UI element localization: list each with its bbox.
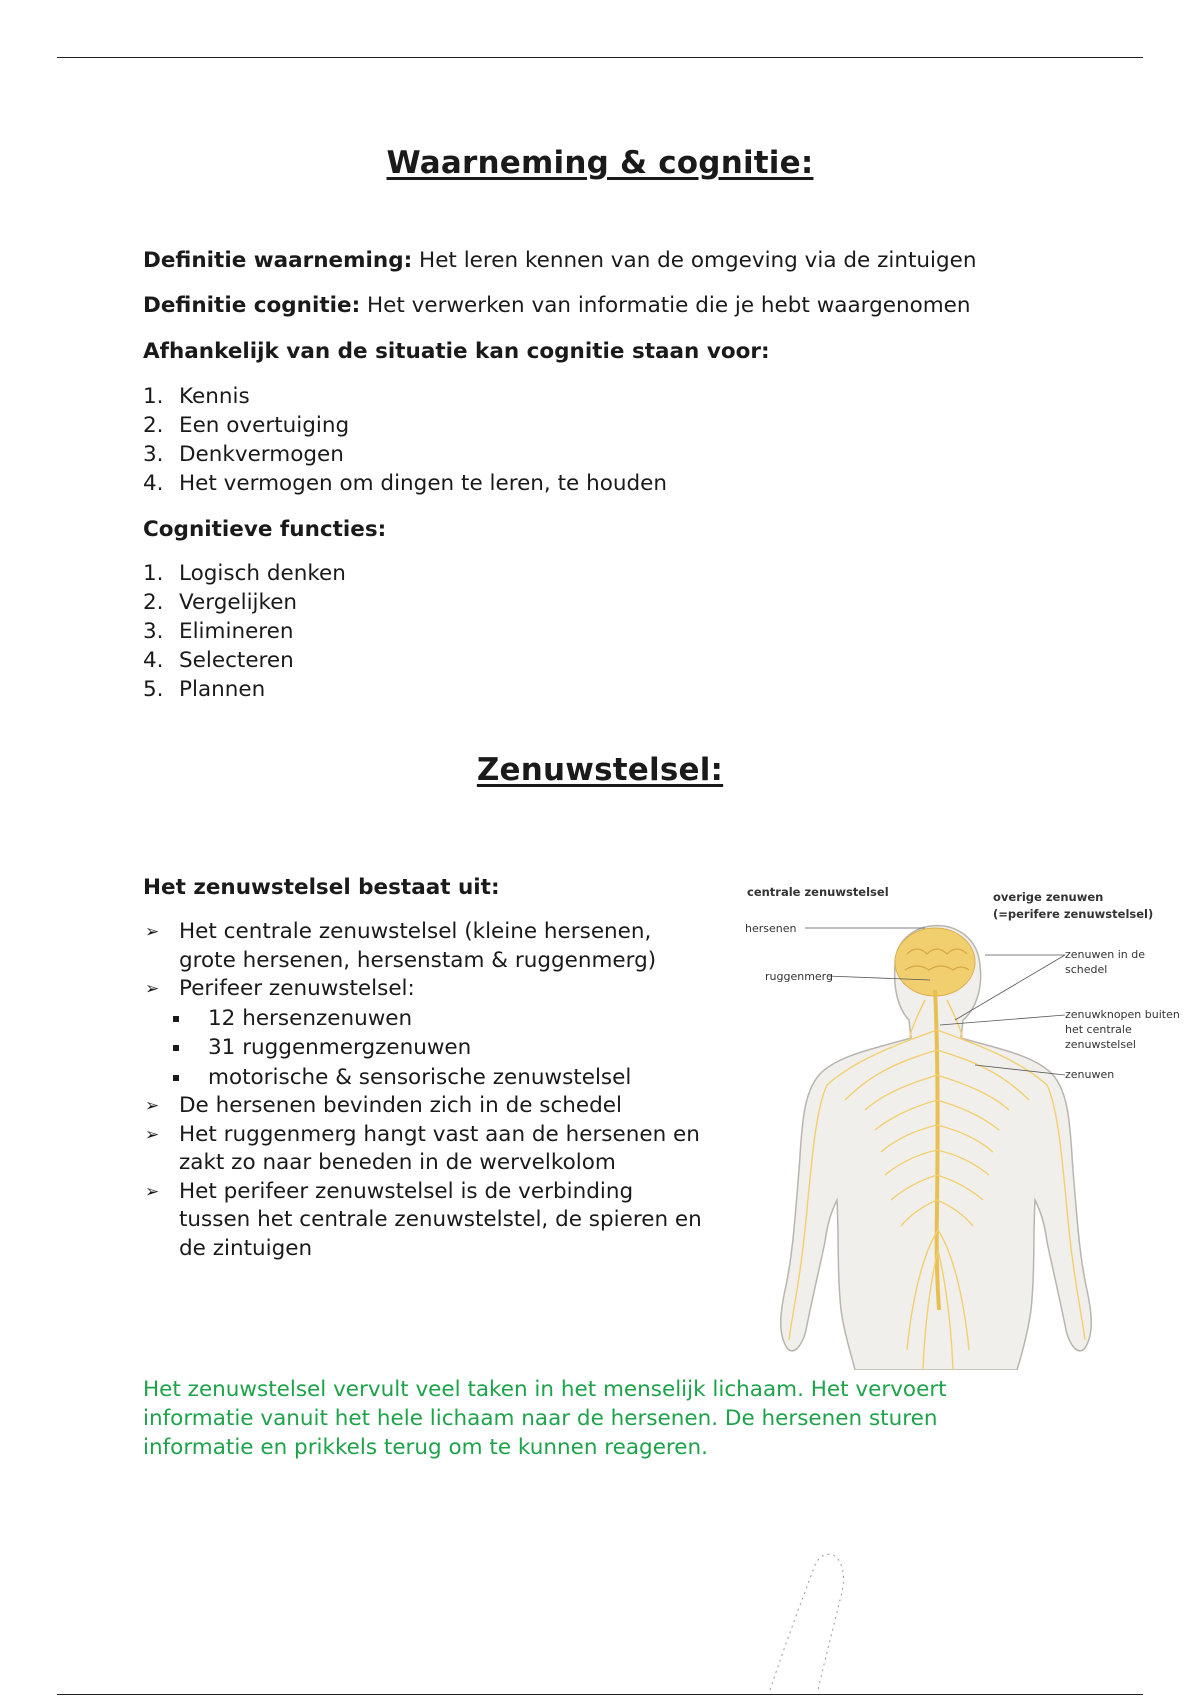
summary-green-text: Het zenuwstelsel vervult veel taken in het menselijk lichaam. Het vervoert informatie vanuit het hele lichaam naar de hersenen. De hersenen sturen informatie en prikkels terug om te kunnen reageren. — [143, 1377, 947, 1460]
list-item: 2. Een overtuiging — [143, 413, 350, 438]
figure-label-knopen-2: het centrale — [1065, 1023, 1132, 1036]
list-item: 1. Logisch denken — [143, 561, 346, 586]
functions-list — [143, 559, 346, 704]
list-item: 4. Selecteren — [143, 648, 294, 673]
list-item: 3. Denkvermogen — [143, 442, 344, 467]
situation-heading: Afhankelijk van de situatie kan cognitie staan voor: — [143, 339, 770, 364]
list-item: 2. Vergelijken — [143, 590, 298, 615]
list-item: 31 ruggenmergzenuwen — [143, 1033, 703, 1063]
dotted-doodle-graphic — [760, 1545, 900, 1695]
figure-label-zenuwen: zenuwen — [1065, 1068, 1115, 1081]
list-item: 4. Het vermogen om dingen te leren, te houden — [143, 471, 668, 496]
section-title-zenuwstelsel: Zenuwstelsel: — [476, 752, 724, 788]
sub-list — [143, 1004, 703, 1093]
figure-label-schedel-1: zenuwen in de — [1065, 948, 1145, 961]
list-item: ➢ Het centrale zenuwstelsel (kleine hersenen, grote hersenen, hersenstam & ruggenmerg) — [145, 919, 657, 973]
definition-cognitie-label: Definitie cognitie: — [143, 293, 361, 318]
definition-waarneming — [143, 248, 976, 273]
sub-list-wrapper — [143, 1004, 703, 1093]
section-title-waarneming: Waarneming & cognitie: — [386, 145, 814, 181]
arrow-bullet-icon: ➢ — [145, 1124, 160, 1145]
list-item: ➢ Het ruggenmerg hangt vast aan de hersenen en zakt zo naar beneden in de wervelkolom — [145, 1121, 700, 1175]
definition-cognitie-text: Het verwerken van informatie die je hebt waargenomen — [360, 293, 971, 318]
figure-label-ruggenmerg: ruggenmerg — [765, 970, 833, 983]
figure-label-schedel-2: schedel — [1065, 963, 1108, 976]
arrow-bullet-icon: ➢ — [145, 1181, 160, 1202]
definition-waarneming-label: Definitie waarneming: — [143, 248, 413, 273]
zenuwstelsel-heading: Het zenuwstelsel bestaat uit: — [143, 875, 500, 900]
figure-label-overige-2: (=perifere zenuwstelsel) — [993, 907, 1154, 921]
nervous-system-illustration — [735, 870, 1175, 1370]
list-item: 5. Plannen — [143, 677, 266, 702]
bottom-rule — [57, 1694, 1143, 1695]
top-rule — [57, 57, 1143, 58]
figure-label-knopen-3: zenuwstelsel — [1065, 1038, 1136, 1051]
list-item: ➢ Perifeer zenuwstelsel: — [143, 975, 703, 1004]
functions-heading: Cognitieve functies: — [143, 517, 387, 542]
list-item: motorische & sensorische zenuwstelsel — [143, 1063, 703, 1093]
list-item: ➢ De hersenen bevinden zich in de schedel — [143, 1092, 703, 1121]
list-item: 1. Kennis — [143, 384, 250, 409]
figure-label-knopen-1: zenuwknopen buiten — [1065, 1008, 1180, 1021]
list-item: ➢ Het perifeer zenuwstelsel is de verbinding tussen het centrale zenuwstelstel, de spieren en de zintuigen — [145, 1178, 702, 1261]
definition-cognitie — [143, 293, 971, 318]
square-bullet-icon — [173, 1075, 179, 1081]
square-bullet-icon — [173, 1045, 179, 1051]
zenuwstelsel-list — [143, 918, 703, 1263]
brain-shape — [895, 928, 975, 996]
figure-label-central: centrale zenuwstelsel — [747, 885, 889, 899]
definition-waarneming-text: Het leren kennen van de omgeving via de zintuigen — [412, 248, 977, 273]
arrow-bullet-icon: ➢ — [145, 922, 160, 942]
arrow-bullet-icon: ➢ — [145, 979, 160, 999]
nervous-system-figure — [735, 870, 1180, 1370]
arrow-bullet-icon: ➢ — [145, 1096, 160, 1116]
list-item: 3. Elimineren — [143, 619, 294, 644]
list-item: 12 hersenzenuwen — [143, 1004, 703, 1034]
figure-label-overige-1: overige zenuwen — [993, 890, 1104, 904]
situation-list — [143, 382, 667, 498]
square-bullet-icon — [173, 1016, 179, 1022]
figure-label-hersenen: hersenen — [745, 922, 797, 935]
